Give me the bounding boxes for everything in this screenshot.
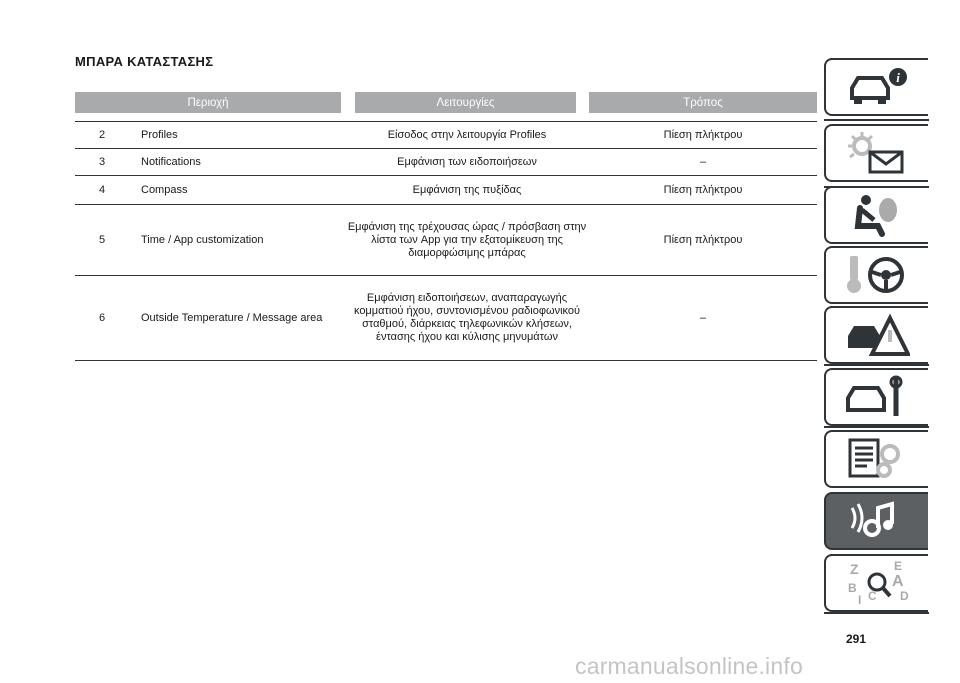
technical-data-icon	[844, 436, 910, 482]
row-area: Notifications	[141, 155, 201, 168]
row-number: 4	[98, 184, 106, 196]
chapter-tab-safety[interactable]	[824, 186, 928, 244]
chapter-tab-maintenance[interactable]	[824, 368, 928, 426]
car-emergency-icon	[844, 312, 910, 358]
header-functions: Λειτουργίες	[355, 92, 576, 113]
header-method: Τρόπος	[589, 92, 817, 113]
table-row	[75, 276, 817, 361]
svg-text:D: D	[900, 589, 909, 603]
row-function: Εμφάνιση ειδοποιήσεων, αναπαραγωγής κομματιού ήχου, συντονισμένου ραδιοφωνικού σταθμού, διάρκειας τηλεφωνικών κλήσεων, έντασης ήχου και κύλισης μηνυμάτων	[353, 292, 581, 343]
svg-text:E: E	[894, 560, 903, 573]
page-number: 291	[846, 632, 867, 646]
index-icon	[844, 560, 910, 606]
table-row	[75, 121, 817, 149]
watermark: carmanualsonline.info	[575, 653, 803, 679]
row-area: Profiles	[141, 128, 178, 141]
car-maintenance-icon	[844, 374, 910, 420]
row-function: Εμφάνιση της τρέχουσας ώρας / πρόσβαση στην λίστα των App για την εξατομίκευση της διαμορφώσιμης μπάρας	[347, 220, 587, 259]
svg-text:Z: Z	[850, 561, 859, 577]
multimedia-icon	[844, 498, 910, 544]
row-function: Εμφάνιση των ειδοποιήσεων	[397, 155, 537, 168]
row-method: –	[699, 156, 707, 168]
table-header	[75, 92, 817, 113]
row-area: Outside Temperature / Message area	[141, 311, 323, 324]
svg-text:B: B	[848, 581, 857, 595]
warning-light-message-icon	[844, 130, 910, 176]
chapter-tab-starting[interactable]	[824, 246, 928, 304]
row-number: 6	[98, 312, 106, 324]
row-number: 5	[98, 234, 106, 246]
row-area: Time / App customization	[141, 233, 264, 246]
chapter-tab-dashboard[interactable]	[824, 58, 928, 116]
page-title: ΜΠΑΡΑ ΚΑΤΑΣΤΑΣΗΣ	[75, 54, 214, 69]
chapter-tab-warning-lights[interactable]	[824, 124, 928, 182]
row-number: 2	[98, 129, 106, 141]
car-info-icon	[844, 64, 910, 110]
header-area: Περιοχή	[75, 92, 341, 113]
row-function: Είσοδος στην λειτουργία Profiles	[387, 128, 547, 141]
row-method: Πίεση πλήκτρου	[663, 184, 743, 196]
chapter-tab-multimedia[interactable]	[824, 492, 928, 550]
seat-airbag-icon	[844, 192, 910, 238]
row-method: Πίεση πλήκτρου	[663, 234, 743, 246]
svg-text:A: A	[892, 573, 904, 590]
key-steering-wheel-icon	[844, 252, 910, 298]
svg-text:i: i	[896, 70, 900, 85]
row-function: Εμφάνιση της πυξίδας	[412, 183, 522, 196]
chapter-tab-technical-data[interactable]	[824, 430, 928, 488]
table-row	[75, 205, 817, 276]
chapter-tab-index[interactable]	[824, 554, 928, 612]
row-number: 3	[98, 156, 106, 168]
chapter-tab-emergency[interactable]	[824, 306, 928, 364]
table-row	[75, 176, 817, 205]
row-method: Πίεση πλήκτρου	[663, 129, 743, 141]
status-bar-table	[75, 92, 817, 361]
svg-text:I: I	[858, 593, 862, 606]
svg-text:C: C	[868, 589, 877, 603]
row-method: –	[699, 312, 707, 324]
table-row	[75, 149, 817, 176]
row-area: Compass	[141, 183, 188, 196]
